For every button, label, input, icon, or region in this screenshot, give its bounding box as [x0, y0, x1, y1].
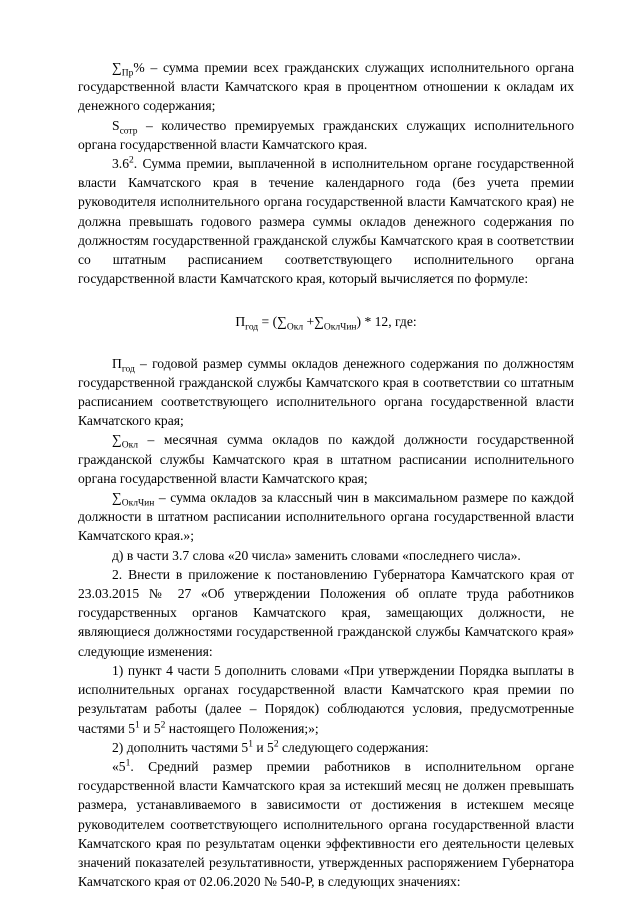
formula-annual [78, 312, 574, 334]
paragraph-subitem-1 [78, 661, 574, 738]
paragraph-text: % – сумма премии всех гражданских служащих исполнительного органа государственной власти Камчатского края в процентном отношении к окладам их денежного содержания; [78, 60, 574, 114]
superscript: 2 [273, 739, 279, 750]
variable-symbol: S [112, 117, 120, 133]
subscript: сотр [119, 126, 138, 137]
paragraph-sum-rank-salaries [78, 488, 574, 546]
paragraph-sum-salaries [78, 430, 574, 488]
paragraph-item-2: 2. Внести в приложение к постановлению Губернатора Камчатского края от 23.03.2015 № 27 «Об утверждении Положения об оплате труда работников государственных органов Камчатского края, замещающих должности, не являющиеся должностями государственной гражданской службы Камчатского края» следующие изменения: [78, 566, 574, 659]
superscript: 1 [135, 719, 140, 730]
paragraph-clause-3-6-2 [78, 154, 574, 288]
paragraph-item-d: д) в части 3.7 слова «20 числа» заменить словами «последнего числа». [112, 547, 521, 563]
subscript: ОклЧин [323, 323, 357, 334]
paragraph-premium-percent [78, 58, 574, 116]
sum-symbol: ∑ [112, 490, 122, 506]
subscript: Пр [121, 68, 134, 79]
paragraph-text: и 5 [139, 720, 161, 736]
paragraph-text: – месячная сумма окладов по каждой должности государственной гражданской службы Камчатского края в штатном расписании исполнительного органа государственной власти Камчатского края; [78, 432, 574, 486]
paragraph-text: «5 [112, 758, 126, 774]
sum-symbol: ∑ [112, 60, 122, 75]
variable-symbol: П [112, 355, 122, 371]
subscript: Окл [121, 441, 138, 452]
sum-symbol: ∑ [112, 432, 122, 448]
subscript: ОклЧин [121, 498, 155, 509]
paragraph-text: настоящего Положения;»; [165, 720, 319, 736]
superscript: 2 [129, 155, 134, 166]
paragraph-text: . Средний размер премии работников в исполнительном органе государственной власти Камчатского края за истекший месяц не должен превышать размера, устанавливаемого в зависимости от достижения в истекшем месяце руководителем соответствующего исполнительного органа государственной власти Камчатского края по результатам оценки эффективности его деятельности целевых значений показателей результативности, утвержденных распоряжением Губернатора Камчатского края от 02.06.2020 № 540-Р, в следующих значениях: [78, 758, 574, 890]
paragraph-annual-definition [78, 354, 574, 431]
subscript: Окл [286, 323, 304, 334]
paragraph-text: . Сумма премии, выплаченной в исполнительном органе государственной власти Камчатского края в течение календарного года (без учета премии руководителя исполнительного органа государственной власти Камчатского края) не должна превышать годового размера суммы окладов денежного содержания по должностям государственной гражданской службы Камчатского края в соответствии со штатным расписанием соответствующего исполнительного органа государственной власти Камчатского края, который вычисляется по формуле: [78, 156, 574, 287]
paragraph-text: следующего содержания: [278, 739, 429, 755]
paragraph-employee-count [78, 116, 574, 154]
paragraph-subitem-2 [78, 738, 574, 757]
formula-plus: + [303, 314, 315, 330]
superscript: 1 [125, 758, 131, 769]
paragraph-text: – количество премируемых гражданских служащих исполнительного органа государственной власти Камчатского края. [78, 117, 574, 152]
superscript: 2 [160, 719, 166, 730]
formula-lhs: П [235, 314, 246, 330]
sum-symbol: ∑ [277, 314, 287, 330]
formula-tail: ) * 12, где: [356, 314, 417, 330]
formula-eq: = ( [258, 314, 278, 330]
paragraph-text: 1) пункт 4 части 5 дополнить словами «При утверждении Порядка выплаты в исполнительных органах государственной власти Камчатского края премии по результатам работы (далее – Порядок) соблюдаются условия, предусмотренные частями 5 [78, 662, 574, 736]
sum-symbol: ∑ [314, 314, 324, 330]
paragraph-text: – годовой размер суммы окладов денежного содержания по должностям государственной гражданской службы Камчатского края в соответствии со штатным расписанием соответствующего исполнительного органа государственной власти Камчатского края; [78, 355, 574, 429]
document-page [78, 58, 574, 891]
subscript: год [121, 364, 135, 375]
paragraph-text: и 5 [252, 739, 274, 755]
paragraph-part-5-1 [78, 757, 574, 891]
superscript: 1 [248, 739, 253, 750]
clause-number: 3.6 [112, 156, 129, 172]
subscript: год [245, 323, 259, 334]
paragraph-text: 2) дополнить частями 5 [112, 739, 249, 755]
paragraph-text: – сумма окладов за классный чин в максимальном размере по каждой должности в штатном расписании исполнительного органа государственной власти Камчатского края.»; [78, 490, 574, 544]
